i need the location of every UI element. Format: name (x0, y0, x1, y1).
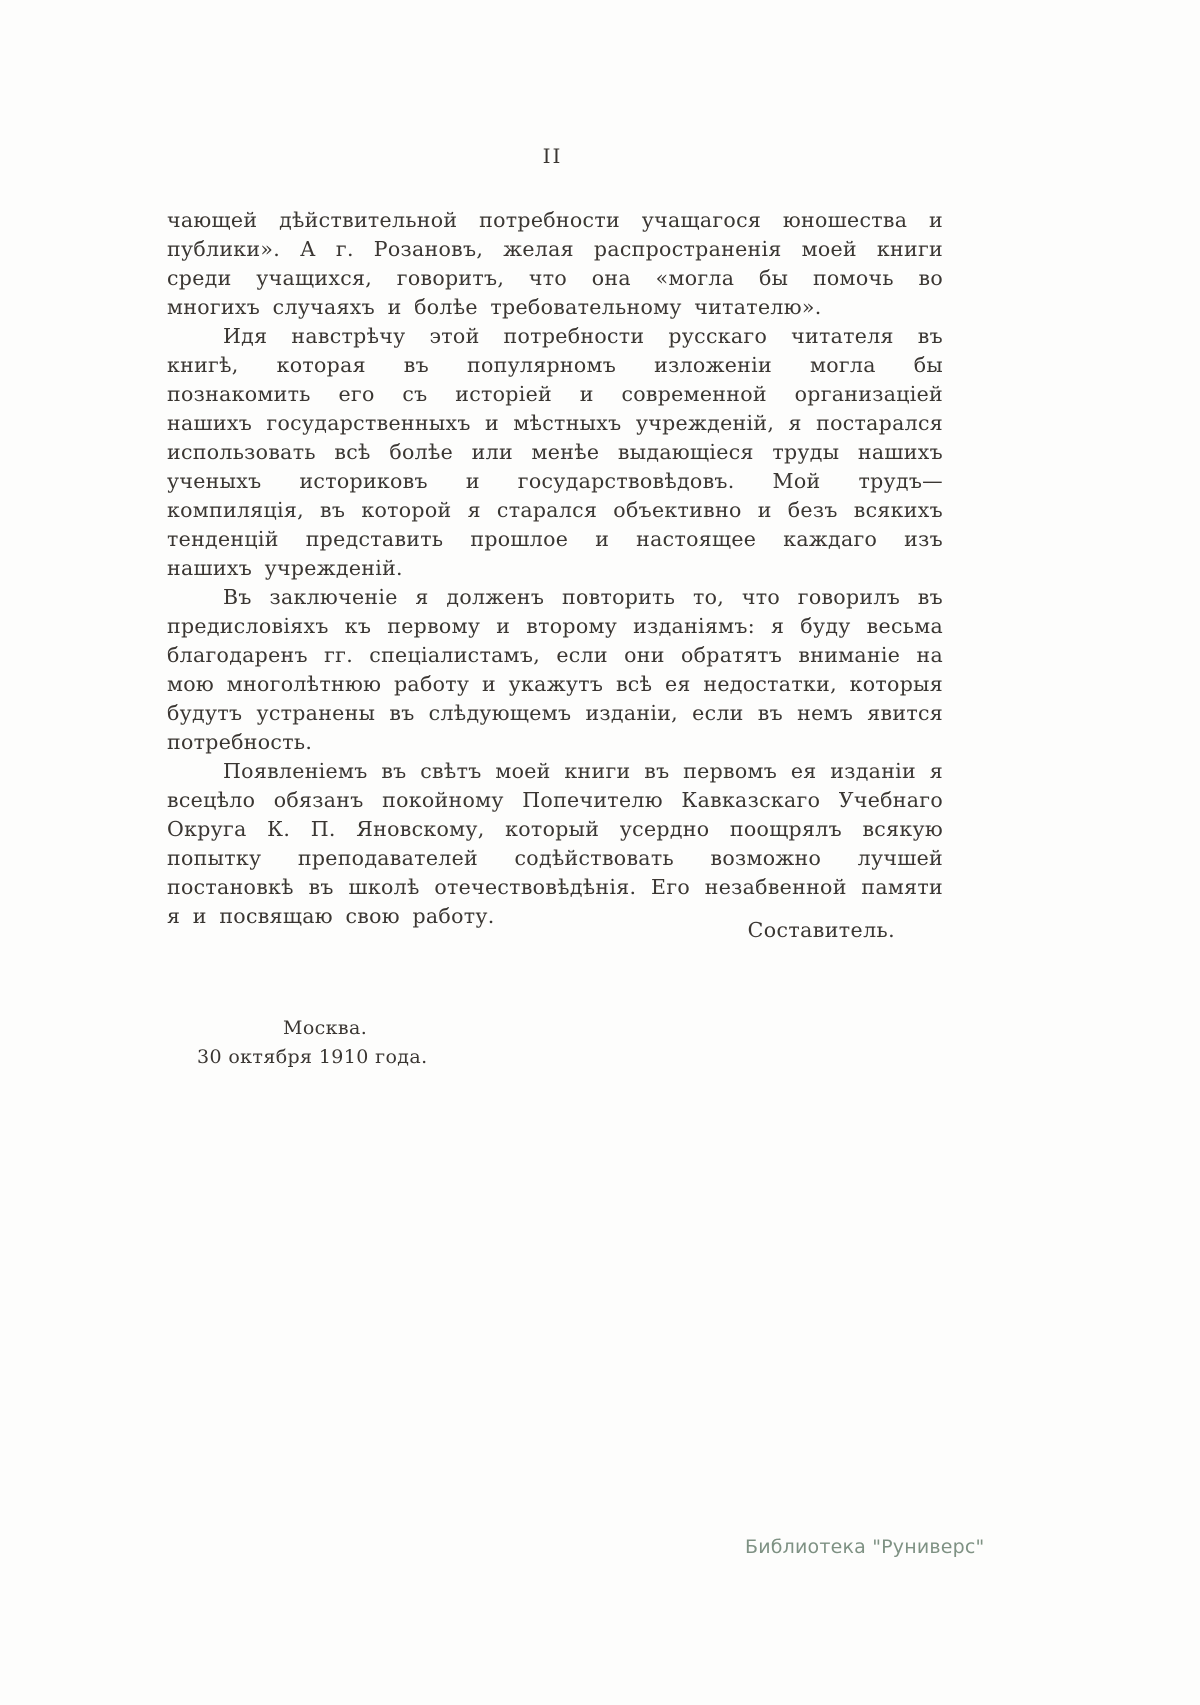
text-block (167, 206, 943, 931)
paragraph: Появленіемъ въ свѣтъ моей книги въ первомъ ея изданіи я всецѣло обязанъ покойному Попечителю Кавказскаго Учебнаго Округа К. П. Яновскому, который усердно поощрялъ всякую попытку преподавателей содѣйствовать возможно лучшей постановкѣ въ школѣ отечествовѣдѣнія. Его незабвенной памяти я и посвящаю свою работу. (167, 759, 943, 928)
library-watermark: Библиотека "Руниверс" (745, 1536, 985, 1558)
imprint (167, 1014, 428, 1072)
paragraph: Идя навстрѣчу этой потребности русскаго читателя въ книгѣ, которая въ популярномъ изложеніи могла бы познакомить его съ исторіей и современной организаціей нашихъ государственныхъ и мѣстныхъ учрежденій, я постарался использовать всѣ болѣе или менѣе выдающіеся труды нашихъ ученыхъ историковъ и государствовѣдовъ. Мой трудъ—компиляція, въ которой я старался объективно и безъ всякихъ тенденцій представить прошлое и настоящее каждаго изъ нашихъ учрежденій. (167, 324, 943, 580)
imprint-date: 30 октября 1910 года. (197, 1046, 428, 1068)
imprint-place: Москва. (283, 1017, 368, 1039)
paragraph: Въ заключеніе я долженъ повторить то, что говорилъ въ предисловіяхъ къ первому и второму изданіямъ: я буду весьма благодаренъ гг. спеціалистамъ, если они обратятъ вниманіе на мою многолѣтнюю работу и укажутъ всѣ ея недостатки, которыя будутъ устранены въ слѣдующемъ изданіи, если въ немъ явится потребность. (167, 585, 943, 754)
page-number: II (542, 144, 563, 168)
paragraph-continuation: чающей дѣйствительной потребности учащагося юношества и публики». А г. Розановъ, желая распространенія моей книги среди учащихся, говоритъ, что она «могла бы помочь во многихъ случаяхъ и болѣе требовательному читателю». (167, 208, 943, 319)
author-signature: Составитель. (747, 918, 895, 942)
